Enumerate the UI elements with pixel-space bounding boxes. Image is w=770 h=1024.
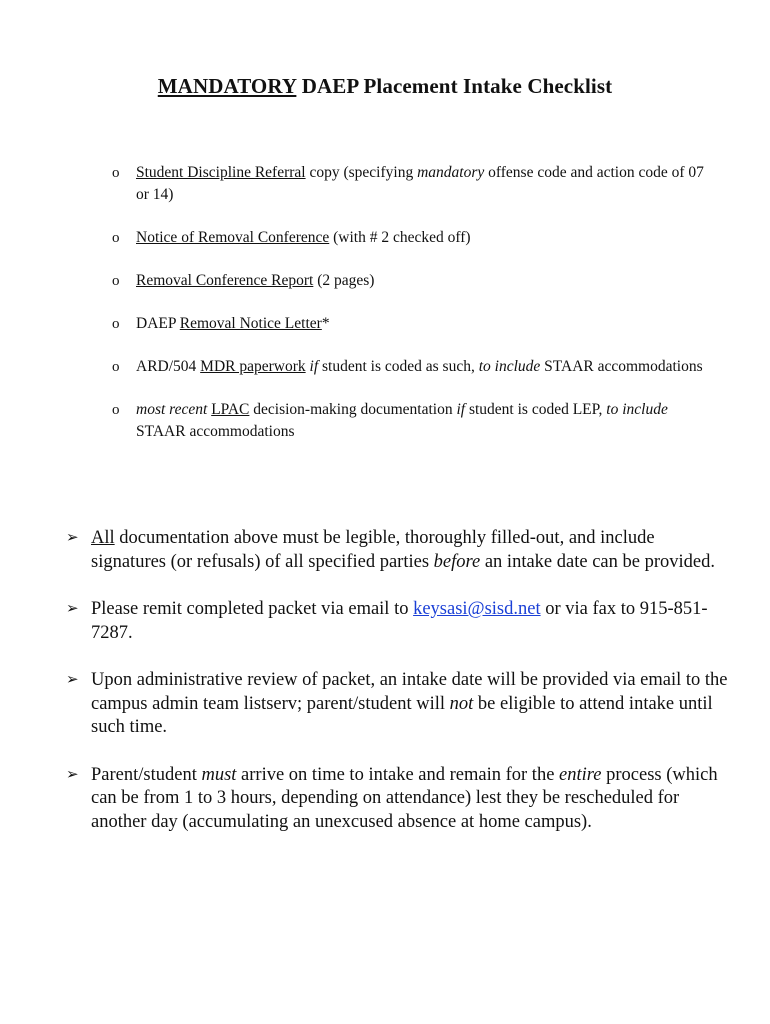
title-mandatory: MANDATORY [157, 74, 297, 98]
circle-bullet-icon: o [112, 359, 120, 375]
instructions-list [66, 527, 731, 858]
checklist-item-mdr: o ARD/504 MDR paperwork if student is coded as such, to include STAAR accommodations [110, 356, 710, 378]
checklist-item-lpac: o most recent LPAC decision-making documentation if student is coded LEP, to include STAAR accommodations [112, 401, 668, 440]
circle-bullet-icon: o [112, 230, 120, 246]
circle-bullet-icon: o [112, 402, 120, 418]
arrow-bullet-icon: ➢ [66, 672, 79, 688]
checklist-item-letter: o DAEP Removal Notice Letter* [110, 313, 710, 335]
page-title [0, 74, 770, 99]
required-documents-checklist [110, 162, 710, 464]
title-rest: DAEP Placement Intake Checklist [296, 74, 613, 98]
note-review: ➢ Upon administrative review of packet, an intake date will be provided via email to the campus admin team listserv; parent/student will not be eligible to attend intake until such time. [66, 670, 728, 737]
note-remit: ➢ Please remit completed packet via email to keysasi@sisd.net or via fax to 915-851-7287. [66, 599, 708, 643]
email-link[interactable]: keysasi@sisd.net [413, 599, 541, 619]
circle-bullet-icon: o [112, 165, 120, 181]
arrow-bullet-icon: ➢ [66, 766, 79, 783]
checklist-item-notice: o Notice of Removal Conference (with # 2 checked off) [110, 227, 710, 249]
note-documentation: ➢ All documentation above must be legible, thoroughly filled-out, and include signatures (or refusals) of all specified parties before an intake date can be provided. [66, 528, 715, 572]
checklist-item-report: o Removal Conference Report (2 pages) [110, 270, 710, 292]
arrow-bullet-icon: ➢ [66, 601, 79, 617]
circle-bullet-icon: o [112, 316, 120, 332]
circle-bullet-icon: o [112, 273, 120, 289]
arrow-bullet-icon: ➢ [66, 530, 79, 546]
note-arrival: ➢ Parent/student must arrive on time to intake and remain for the entire process (which can be from 1 to 3 hours, depending on attendance) lest they be rescheduled for another day (accumulating an unexcused absence at home campus). [66, 764, 718, 832]
checklist-item-referral: o Student Discipline Referral copy (specifying mandatory offense code and action code of 07 or 14) [112, 164, 704, 203]
